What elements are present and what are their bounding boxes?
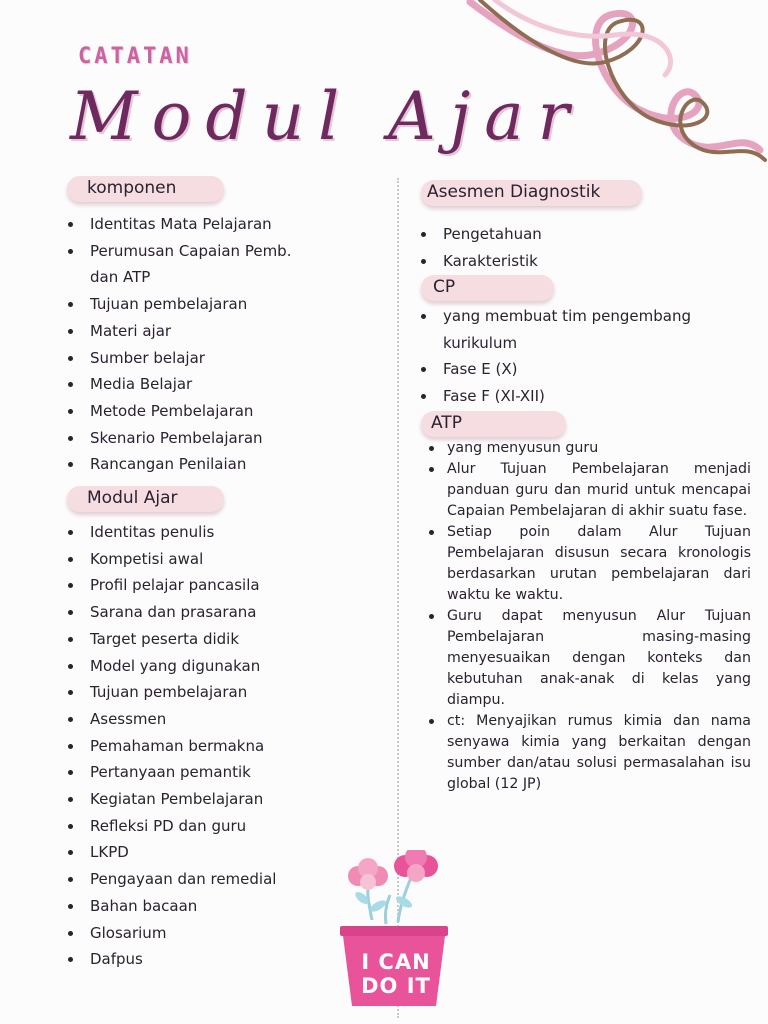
list-item: Model yang digunakan [62, 653, 276, 680]
list-item: Sumber belajar [62, 345, 291, 372]
list-item: Identitas penulis [62, 519, 276, 546]
list-item: Fase F (XI-XII) [415, 383, 691, 410]
list-item: Fase E (X) [415, 356, 691, 383]
list-item: Karakteristik [415, 248, 542, 275]
list-item: Kompetisi awal [62, 546, 276, 573]
asesmen-list [415, 221, 542, 274]
list-item: yang menyusun guru [427, 438, 751, 459]
list-item: Sarana dan prasarana [62, 599, 276, 626]
list-item: ct: Menyajikan rumus kimia dan nama senyawa kimia yang berkaitan dengan sumber dan/atau solusi permasalahan isu global (12 JP) [427, 711, 751, 795]
list-item: Kegiatan Pembelajaran [62, 786, 276, 813]
catatan-label: CATATAN [78, 44, 192, 69]
asesmen-heading-label: Asesmen Diagnostik [427, 182, 601, 202]
list-item-continuation: dan ATP [90, 268, 151, 287]
list-item: Glosarium [62, 920, 276, 947]
list-item: Tujuan pembelajaran [62, 679, 276, 706]
list-item: Skenario Pembelajaran [62, 425, 291, 452]
atp-list [427, 438, 751, 795]
komponen-heading [67, 176, 224, 202]
komponen-list [62, 211, 291, 478]
list-item: Pemahaman bermakna [62, 733, 276, 760]
modul-ajar-heading [67, 486, 224, 512]
list-item: Alur Tujuan Pembelajaran menjadi panduan guru dan murid untuk mencapai Capaian Pembelajaran di akhir suatu fase. [427, 459, 751, 522]
list-item: Pengayaan dan remedial [62, 866, 276, 893]
pot-label-line1: I CAN [361, 950, 431, 974]
list-item: Pengetahuan [415, 221, 542, 248]
list-item-continuation: kurikulum [443, 333, 518, 352]
cp-heading [421, 275, 554, 301]
list-item: Profil pelajar pancasila [62, 572, 276, 599]
list-item: Materi ajar [62, 318, 291, 345]
list-item: Identitas Mata Pelajaran [62, 211, 291, 238]
list-item: Bahan bacaan [62, 893, 276, 920]
list-item: yang membuat tim pengembang [415, 303, 691, 330]
list-item: LKPD [62, 839, 276, 866]
modul-ajar-heading-label: Modul Ajar [87, 488, 178, 508]
list-item: Asessmen [62, 706, 276, 733]
list-item: Rancangan Penilaian [62, 451, 291, 478]
cp-list [415, 303, 691, 410]
list-item: Setiap poin dalam Alur Tujuan Pembelajaran disusun secara kronologis berdasarkan urutan pembelajaran dari waktu ke waktu. [427, 522, 751, 606]
list-item: Refleksi PD dan guru [62, 813, 276, 840]
modul-ajar-list [62, 519, 276, 973]
komponen-heading-label: komponen [87, 178, 177, 198]
atp-heading-label: ATP [431, 413, 462, 433]
list-item: Dafpus [62, 946, 276, 973]
list-item: Pertanyaan pemantik [62, 759, 276, 786]
list-item: Guru dapat menyusun Alur Tujuan Pembelajaran masing-masing menyesuaikan dengan konteks dan kebutuhan anak-anak di kelas yang diampu. [427, 606, 751, 711]
cp-heading-label: CP [433, 277, 456, 297]
list-item: Media Belajar [62, 371, 291, 398]
pot-label-line2: DO IT [361, 974, 431, 998]
pot-label [346, 950, 446, 998]
page-title: Modul Ajar [70, 78, 584, 155]
list-item: Perumusan Capaian Pemb. [62, 238, 291, 265]
list-item: Tujuan pembelajaran [62, 291, 291, 318]
list-item: Target peserta didik [62, 626, 276, 653]
list-item: Metode Pembelajaran [62, 398, 291, 425]
asesmen-heading [421, 180, 642, 206]
atp-heading [421, 411, 566, 437]
